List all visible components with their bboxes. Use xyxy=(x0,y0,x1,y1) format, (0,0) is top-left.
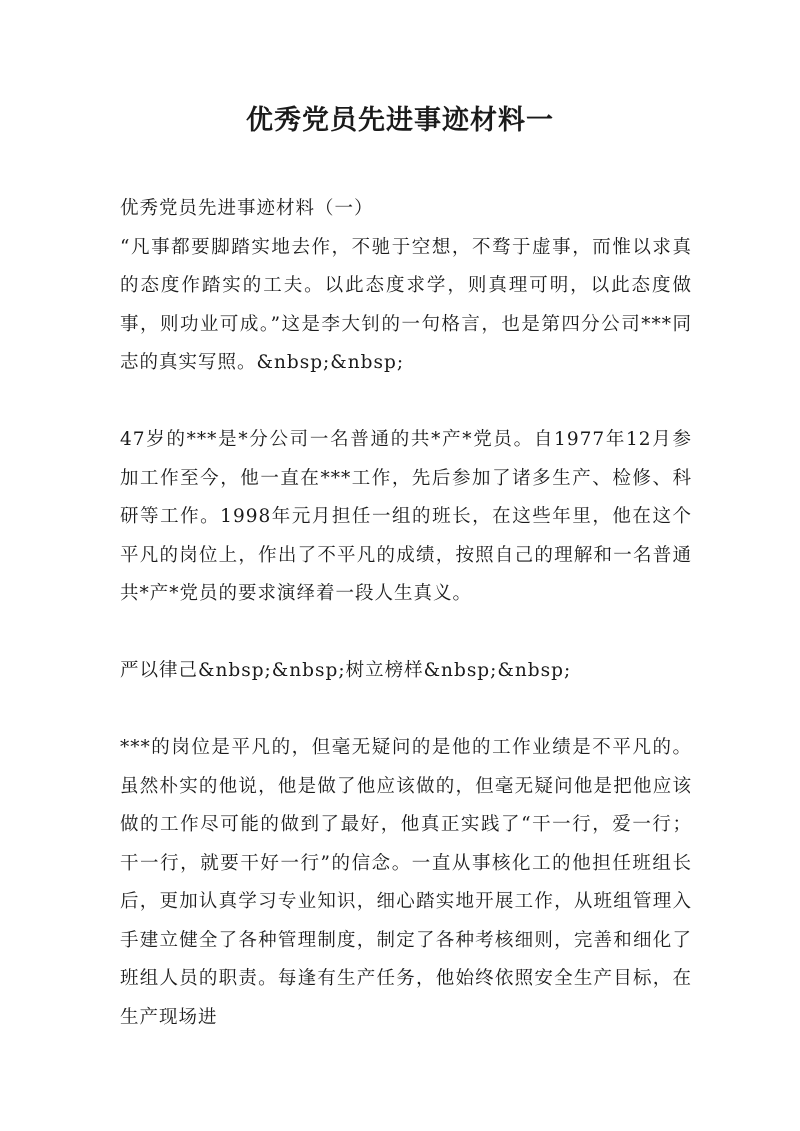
document-body xyxy=(120,190,692,1037)
paragraph-spacer xyxy=(120,383,692,422)
quote-paragraph: “凡事都要脚踏实地去作，不驰于空想，不骛于虚事，而惟以求真的态度作踏实的工夫。以此态度求学，则真理可明，以此态度做事，则功业可成。”这是李大钊的一句格言，也是第四分公司***同志的真实写照。&nbsp;&nbsp; xyxy=(120,236,692,373)
paragraph-spacer xyxy=(120,614,692,653)
intro-paragraph: 47岁的***是*分公司一名普通的共*产*党员。自1977年12月参加工作至今，他一直在***工作，先后参加了诸多生产、检修、科研等工作。1998年元月担任一组的班长，在这些年里，他在这个平凡的岗位上，作出了不平凡的成绩，按照自己的理解和一名普通共*产*党员的要求演绎着一段人生真义。 xyxy=(120,429,692,604)
document-title: 优秀党员先进事迹材料一 xyxy=(246,105,554,136)
subtitle-line: 优秀党员先进事迹材料（一） xyxy=(120,198,374,219)
body-paragraph: ***的岗位是平凡的，但毫无疑问的是他的工作业绩是不平凡的。虽然朴实的他说，他是做了他应该做的，但毫无疑问他是把他应该做的工作尽可能的做到了最好，他真正实践了“干一行，爱一行；干一行，就要干好一行”的信念。一直从事核化工的他担任班组长后，更加认真学习专业知识，细心踏实地开展工作，从班组管理入手建立健全了各种管理制度，制定了各种考核细则，完善和细化了班组人员的职责。每逢有生产任务，他始终依照安全生产目标，在生产现场进 xyxy=(120,737,692,1028)
paragraph-spacer xyxy=(120,691,692,730)
section-heading: 严以律己&nbsp;&nbsp;树立榜样&nbsp;&nbsp; xyxy=(120,660,572,681)
